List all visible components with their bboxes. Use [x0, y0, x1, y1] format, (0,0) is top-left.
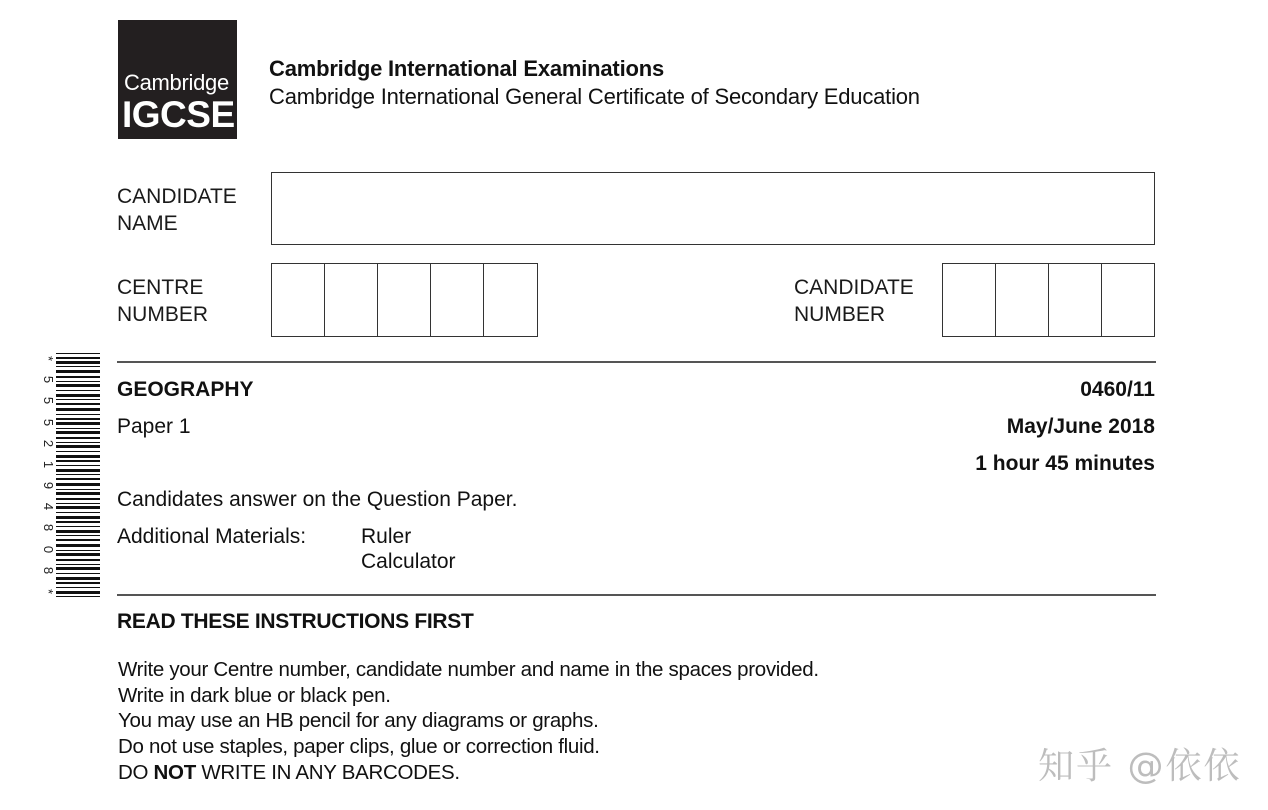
paper-code: 0460/11 — [1080, 378, 1155, 401]
subject-title: GEOGRAPHY — [117, 378, 254, 401]
barcode-digit: 5 — [41, 397, 57, 405]
candidate-name-label — [117, 183, 237, 237]
candidate-name-field[interactable] — [271, 172, 1155, 245]
barcode-digit: 5 — [41, 376, 57, 384]
candidate-name-label-line1: CANDIDATE — [117, 185, 237, 208]
material-item-ruler: Ruler — [361, 525, 412, 548]
barcode-digit: 2 — [41, 439, 57, 447]
answer-note: Candidates answer on the Question Paper. — [117, 488, 518, 511]
candidate-number-field — [942, 263, 1155, 337]
candidate-number-label — [794, 274, 914, 328]
centre-number-cell[interactable] — [484, 264, 537, 336]
instruction-suffix: WRITE IN ANY BARCODES. — [195, 760, 460, 784]
divider — [117, 361, 1156, 363]
organization-title: Cambridge International Examinations — [269, 56, 664, 81]
cambridge-igcse-logo — [118, 20, 237, 139]
divider — [117, 594, 1156, 596]
barcode-bars — [56, 352, 100, 598]
material-item-calculator: Calculator — [361, 550, 456, 573]
instruction-prefix: DO — [118, 760, 154, 784]
instructions-heading: READ THESE INSTRUCTIONS FIRST — [117, 610, 474, 633]
candidate-number-cell[interactable] — [943, 264, 996, 336]
barcode-digit: 4 — [41, 503, 57, 511]
candidate-name-label-line2: NAME — [117, 212, 178, 235]
materials-label: Additional Materials: — [117, 525, 307, 548]
instructions-list — [118, 657, 819, 786]
barcode-digit: 9 — [41, 481, 57, 490]
centre-number-label-line2: NUMBER — [117, 303, 209, 326]
candidate-number-label-line1: CANDIDATE — [794, 276, 914, 299]
barcode-digits — [41, 352, 57, 598]
centre-number-cell[interactable] — [272, 264, 325, 336]
candidate-number-cell[interactable] — [996, 264, 1049, 336]
barcode-digit: 0 — [41, 545, 57, 553]
barcode-digit: 8 — [41, 524, 57, 532]
instruction-line: Do not use staples, paper clips, glue or correction fluid. — [118, 735, 600, 759]
centre-number-label — [117, 274, 208, 328]
centre-number-label-line1: CENTRE — [117, 276, 204, 299]
exam-session: May/June 2018 — [1006, 415, 1155, 438]
exam-duration: 1 hour 45 minutes — [975, 452, 1155, 475]
logo-text-igcse: IGCSE — [122, 94, 235, 135]
centre-number-cell[interactable] — [325, 264, 378, 336]
paper-name: Paper 1 — [117, 415, 191, 438]
barcode-digit: 5 — [41, 418, 57, 426]
barcode-digit: * — [41, 588, 57, 594]
barcode-digit: * — [41, 355, 57, 362]
centre-number-cell[interactable] — [431, 264, 484, 336]
logo-text-cambridge: Cambridge — [124, 70, 229, 95]
candidate-number-label-line2: NUMBER — [794, 303, 886, 326]
watermark: 知乎 @依依 — [1038, 746, 1242, 787]
barcode — [41, 352, 100, 598]
barcode-digit: 8 — [41, 566, 57, 574]
organization-subtitle: Cambridge International General Certificate of Secondary Education — [269, 84, 920, 109]
instruction-emphasis: NOT — [153, 760, 196, 784]
instruction-line: You may use an HB pencil for any diagrams or graphs. — [118, 709, 599, 733]
centre-number-cell[interactable] — [378, 264, 431, 336]
instruction-line-barcodes — [118, 760, 819, 786]
instruction-line: Write your Centre number, candidate number and name in the spaces provided. — [118, 658, 819, 681]
barcode-digit: 1 — [41, 460, 57, 468]
centre-number-field — [271, 263, 538, 337]
instruction-line: Write in dark blue or black pen. — [118, 683, 391, 707]
candidate-number-cell[interactable] — [1102, 264, 1154, 336]
candidate-number-cell[interactable] — [1049, 264, 1102, 336]
